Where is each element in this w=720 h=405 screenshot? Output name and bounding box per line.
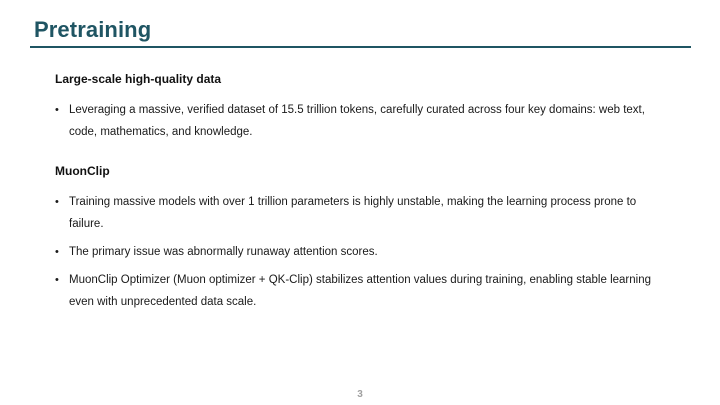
bullet-icon: •	[55, 196, 59, 208]
list-item	[55, 241, 665, 263]
slide-title: Pretraining	[34, 17, 152, 42]
bullet-list	[55, 191, 665, 313]
section-heading: MuonClip	[55, 164, 110, 178]
section-heading: Large-scale high-quality data	[55, 72, 222, 86]
bullet-icon: •	[55, 274, 59, 286]
list-item	[55, 99, 665, 143]
bullet-text: MuonClip Optimizer (Muon optimizer + QK-Clip) stabilizes attention values during training, enabling stable learning even with unprecedented data scale.	[69, 274, 651, 308]
list-item	[55, 269, 665, 313]
bullet-text: The primary issue was abnormally runaway attention scores.	[69, 246, 378, 258]
bullet-list	[55, 99, 665, 143]
bullet-icon: •	[55, 246, 59, 258]
title-divider	[30, 46, 691, 48]
bullet-text: Training massive models with over 1 trillion parameters is highly unstable, making the learning process prone to failure.	[69, 196, 637, 230]
list-item	[55, 191, 665, 235]
section-large-scale-data	[55, 70, 665, 143]
page-number: 3	[357, 389, 363, 400]
slide-content	[55, 70, 665, 313]
bullet-text: Leveraging a massive, verified dataset of 15.5 trillion tokens, carefully curated across four key domains: web text, code, mathematics, and knowledge.	[69, 104, 645, 138]
bullet-icon: •	[55, 104, 59, 116]
section-muonclip	[55, 162, 665, 313]
